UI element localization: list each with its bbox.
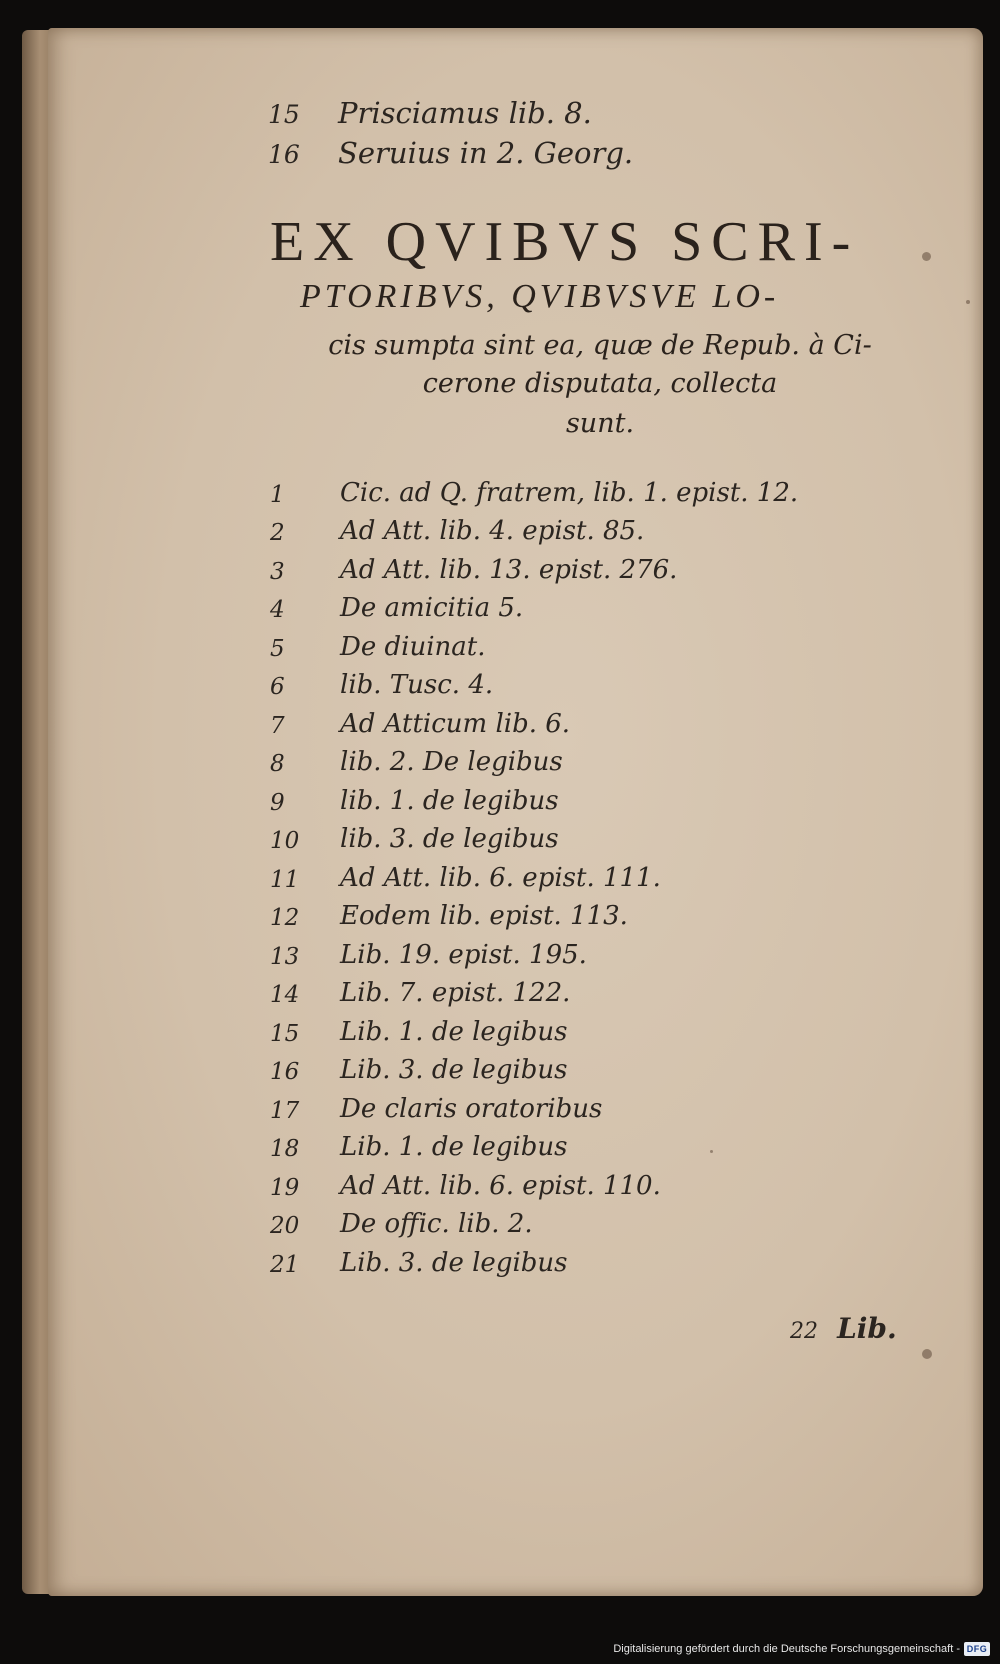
paper-speck (922, 1349, 932, 1359)
section-heading-line-3: cis sumpta sint ea, quæ de Repub. à Ci- (328, 330, 872, 361)
list-item (0, 1248, 1000, 1290)
entry-number: 9 (270, 790, 285, 816)
entry-text: De offic. lib. 2. (340, 1209, 533, 1239)
entry-text: Cic. ad Q. fratrem, lib. 1. epist. 12. (340, 478, 799, 508)
entry-number: 1 (270, 482, 285, 508)
paper-speck (710, 1150, 713, 1153)
entry-text: Lib. 1. de legibus (340, 1132, 568, 1162)
section-heading-line-5: sunt. (565, 408, 635, 439)
entry-text: Lib. 7. epist. 122. (340, 978, 571, 1008)
lead-entry-text: Seruius in 2. Georg. (338, 136, 634, 170)
entry-text: lib. 1. de legibus (340, 786, 559, 816)
entry-text: lib. 3. de legibus (340, 824, 559, 854)
list-item (0, 632, 1000, 674)
catchword-number: 22 (790, 1319, 818, 1344)
entry-number: 3 (270, 559, 285, 585)
section-heading-line-4: cerone disputata, collecta (422, 368, 778, 399)
list-item (0, 593, 1000, 635)
funding-credit: Digitalisierung gefördert durch die Deutsche Forschungsgemeinschaft - (613, 1643, 960, 1655)
list-item (0, 978, 1000, 1020)
entry-text: Ad Att. lib. 4. epist. 85. (340, 516, 645, 546)
entry-number: 16 (270, 1059, 300, 1085)
list-item (0, 1094, 1000, 1136)
list-item (0, 940, 1000, 982)
list-item (0, 824, 1000, 866)
list-item (0, 786, 1000, 828)
entry-number: 2 (270, 520, 285, 546)
entry-text: Lib. 19. epist. 195. (340, 940, 587, 970)
entry-number: 10 (270, 828, 300, 854)
entry-text: Ad Att. lib. 6. epist. 111. (340, 863, 661, 893)
list-item (0, 901, 1000, 943)
dfg-logo-icon: DFG (964, 1642, 990, 1656)
entry-number: 15 (270, 1021, 300, 1047)
list-item (0, 1209, 1000, 1251)
entry-number: 8 (270, 751, 285, 777)
entry-number: 12 (270, 905, 300, 931)
section-heading-line-2: PTORIBVS, QVIBVSVE LO- (300, 278, 780, 315)
list-item (0, 1171, 1000, 1213)
entry-text: Lib. 3. de legibus (340, 1055, 568, 1085)
list-item (0, 709, 1000, 751)
entry-number: 5 (270, 636, 285, 662)
entry-number: 11 (270, 867, 300, 893)
entry-number: 14 (270, 982, 300, 1008)
entry-number: 17 (270, 1098, 300, 1124)
lead-entry-number: 15 (268, 100, 300, 129)
entry-text: Lib. 1. de legibus (340, 1017, 568, 1047)
catchword-text: Lib. (837, 1312, 897, 1345)
entry-text: lib. Tusc. 4. (340, 670, 494, 700)
entry-number: 20 (270, 1213, 300, 1239)
entry-number: 18 (270, 1136, 300, 1162)
lead-entry-number: 16 (268, 140, 300, 169)
entry-text: De amicitia 5. (340, 593, 524, 623)
entry-text: De diuinat. (340, 632, 486, 662)
catchword (790, 1312, 897, 1345)
entry-text: Eodem lib. epist. 113. (340, 901, 628, 931)
section-heading-line-1: EX QVIBVS SCRI- (270, 211, 860, 273)
entry-number: 19 (270, 1175, 300, 1201)
entry-text: Ad Att. lib. 13. epist. 276. (340, 555, 678, 585)
list-item (0, 670, 1000, 712)
list-item (0, 863, 1000, 905)
entry-number: 4 (270, 597, 285, 623)
paper-speck (922, 252, 931, 261)
entry-text: lib. 2. De legibus (340, 747, 563, 777)
list-item (0, 747, 1000, 789)
digitization-footer (0, 1634, 1000, 1664)
entry-text: Lib. 3. de legibus (340, 1248, 568, 1278)
entry-number: 13 (270, 944, 300, 970)
list-item (0, 478, 1000, 520)
paper-speck (966, 300, 970, 304)
entry-number: 7 (270, 713, 285, 739)
entry-text: Ad Att. lib. 6. epist. 110. (340, 1171, 661, 1201)
entry-text: Ad Atticum lib. 6. (340, 709, 571, 739)
lead-entry-text: Prisciamus lib. 8. (338, 96, 592, 130)
list-item (0, 1017, 1000, 1059)
list-item (0, 516, 1000, 558)
list-item (0, 1055, 1000, 1097)
entry-number: 6 (270, 674, 285, 700)
entry-text: De claris oratoribus (340, 1094, 603, 1124)
list-item (0, 1132, 1000, 1174)
list-item (0, 555, 1000, 597)
entry-number: 21 (270, 1252, 300, 1278)
